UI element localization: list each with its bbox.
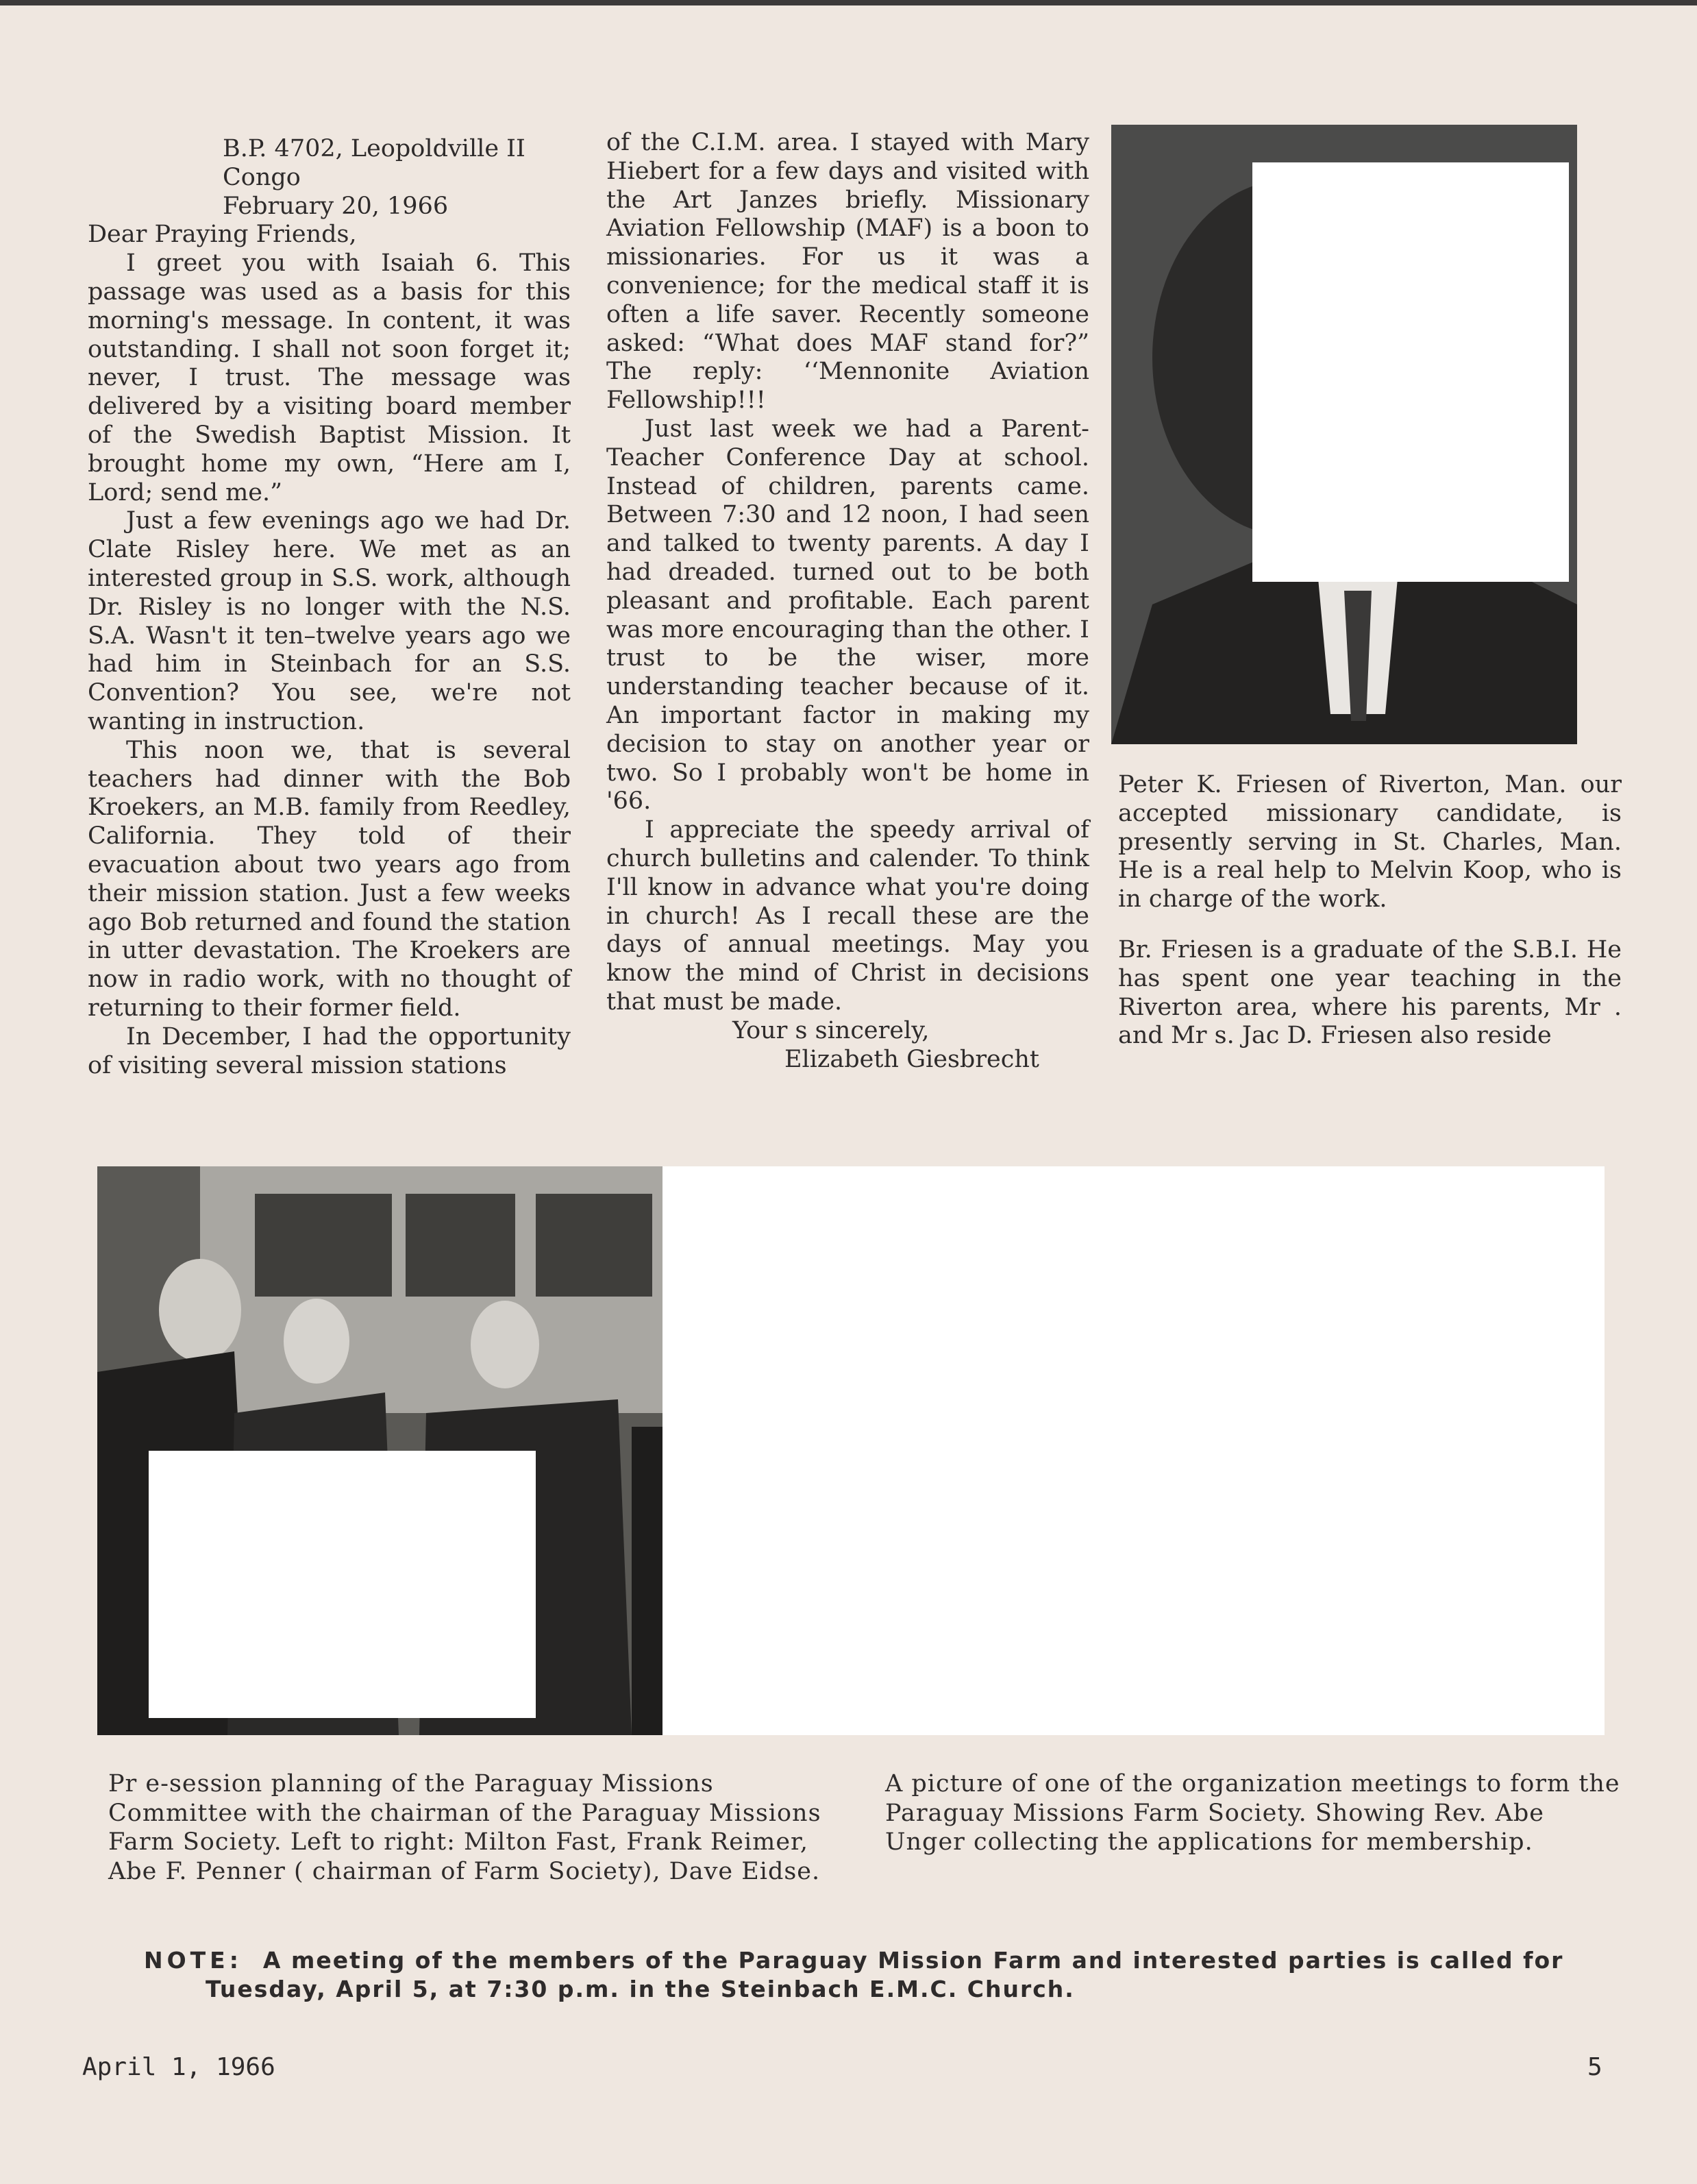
letter-paragraph: Just last week we had a Parent-Teacher Conference Day at school. Instead of children, parents came. Between 7:30 and 12 noon, I had seen and talked to twenty parents. A day I had dreaded. turned out to be both pleasant and profitable. Each parent was more encouraging than the other. I trust to be the wiser, more understanding teacher because of it. An important factor in making my decision to stay on another year or two. So I probably won't be home in '66. <box>606 415 1089 815</box>
letter-paragraph: I appreciate the speedy arrival of church bulletins and calender. To think I'll know in advance what you're doing in church! As I recall these are the days of annual meetings. May you know the mind of Christ in decisions that must be made. <box>606 816 1089 1016</box>
top-border <box>0 0 1697 5</box>
letter-paragraph: In December, I had the opportunity of visiting several mission stations <box>88 1022 571 1079</box>
caption-left: Pr e-session planning of the Paraguay Missions Committee with the chairman of the Paraguay Missions Farm Society. Left to right: Milton Fast, Frank Reimer, Abe F. Penner ( chairman of Farm Society), Dave Eidse. <box>108 1770 821 1885</box>
note-text-2: Tuesday, April 5, at 7:30 p.m. in the Steinbach E.M.C. Church. <box>206 1976 1075 2002</box>
signature: Elizabeth Giesbrecht <box>784 1045 1039 1073</box>
note-text-1: A meeting of the members of the Paraguay Mission Farm and interested parties is called for <box>262 1947 1564 1974</box>
group-photo <box>97 1166 1605 1735</box>
redacted-area <box>1252 162 1569 582</box>
redacted-area <box>662 1166 1605 1735</box>
friesen-paragraph: Peter K. Friesen of Riverton, Man. our accepted missionary candidate, is presently serving in St. Charles, Man. He is a real help to Melvin Koop, who is in charge of the work. <box>1118 771 1622 913</box>
letter-column-2 <box>606 129 1089 1074</box>
address-line-1: B.P. 4702, Leopoldville II <box>223 135 525 162</box>
page-number: 5 <box>1587 2053 1602 2081</box>
address-line-2: Congo <box>223 163 301 191</box>
note-line-1 <box>144 1946 1583 1975</box>
closing: Your s sincerely, <box>732 1016 930 1044</box>
meeting-note <box>144 1946 1583 2004</box>
letter-paragraph: I greet you with Isaiah 6. This passage was used as a basis for this morning's message. In content, it was outstanding. I shall not soon forget it; never, I trust. The message was delivered by a visiting board member of the Swedish Baptist Mission. It brought home my own, “Here am I, Lord; send me.” <box>88 249 571 506</box>
footer-date: April 1, 1966 <box>82 2053 275 2081</box>
portrait-photo <box>1111 125 1577 744</box>
letter-paragraph: of the C.I.M. area. I stayed with Mary Hiebert for a few days and visited with the Art Janzes briefly. Missionary Aviation Fellowship (MAF) is a boon to missionaries. For us it was a convenience; for the medical staff it is often a life saver. Recently someone asked: “What does MAF stand for?” The reply: ‘‘Mennonite Aviation Fellowship!!! <box>606 129 1089 415</box>
friesen-column <box>1118 771 1622 1051</box>
letter-address <box>223 135 571 221</box>
caption-right: A picture of one of the organization meetings to form the Paraguay Missions Farm Society. Showing Rev. Abe Unger collecting the applications for membership. <box>885 1770 1620 1856</box>
salutation: Dear Praying Friends, <box>88 221 357 249</box>
letter-date: February 20, 1966 <box>223 192 449 220</box>
letter-paragraph: This noon we, that is several teachers had dinner with the Bob Kroekers, an M.B. family from Reedley, California. They told of their evacuation about two years ago from their mission station. Just a few weeks ago Bob returned and found the station in utter devastation. The Kroekers are now in radio work, with no thought of returning to their former field. <box>88 736 571 1022</box>
redacted-area <box>149 1451 536 1718</box>
friesen-paragraph: Br. Friesen is a graduate of the S.B.I. He has spent one year teaching in the Riverton area, where his parents, Mr . and Mr s. Jac D. Friesen also reside <box>1118 935 1622 1050</box>
letter-paragraph: Just a few evenings ago we had Dr. Clate Risley here. We met as an interested group in S.S. work, although Dr. Risley is no longer with the N.S. S.A. Wasn't it ten–twelve years ago we had him in Steinbach for an S.S. Convention? You see, we're not wanting in instruction. <box>88 507 571 735</box>
note-label: NOTE: <box>144 1947 243 1974</box>
letter-column-1 <box>88 135 571 1080</box>
